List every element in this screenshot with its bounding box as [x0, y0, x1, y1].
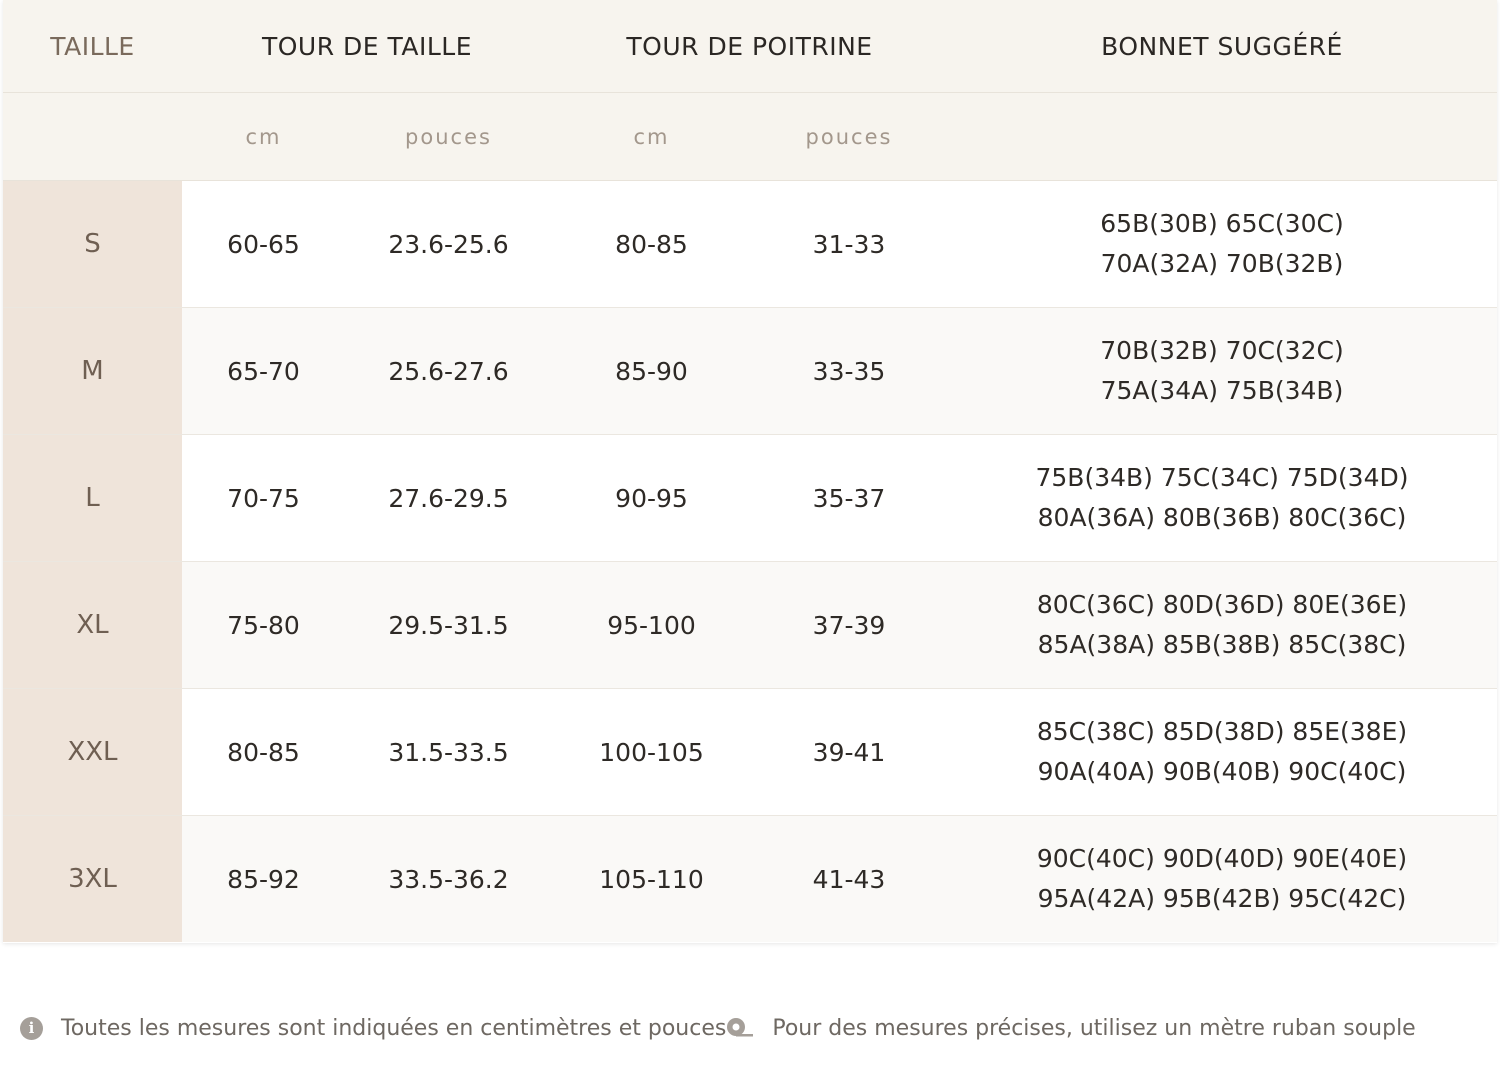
waist-in-cell — [345, 562, 552, 688]
header-cell-bust — [552, 0, 947, 92]
cup-cell — [947, 181, 1497, 307]
units-note: Toutes les mesures sont indiquées en centimètres et pouces — [61, 1015, 727, 1041]
table-row — [3, 308, 1497, 435]
header-cell-waist — [182, 0, 552, 92]
bust-cm-value: 85-90 — [615, 356, 688, 386]
unit-cell-waist-cm — [182, 93, 345, 180]
waist-in-value: 23.6-25.6 — [388, 229, 509, 259]
cup-cell — [947, 308, 1497, 434]
cup-values — [1037, 712, 1407, 792]
size-label: S — [84, 229, 101, 259]
bust-cm-cell — [552, 816, 751, 942]
waist-in-cell — [345, 435, 552, 561]
waist-in-value: 25.6-27.6 — [388, 356, 509, 386]
bust-in-cell — [751, 435, 947, 561]
unit-cell-bust-cm — [552, 93, 751, 180]
cup-line: 75A(34A) 75B(34B) — [1100, 376, 1344, 405]
size-chart-table — [3, 0, 1497, 943]
bust-in-cell — [751, 689, 947, 815]
measuring-tape-icon — [726, 1017, 754, 1039]
unit-label: pouces — [805, 124, 893, 149]
header-cell-cup — [947, 0, 1497, 92]
bust-cm-cell — [552, 562, 751, 688]
table-row — [3, 435, 1497, 562]
table-row — [3, 816, 1497, 942]
size-label: L — [85, 483, 100, 513]
waist-cm-value: 85-92 — [227, 864, 300, 894]
waist-in-cell — [345, 308, 552, 434]
table-unit-row — [3, 93, 1497, 181]
bust-in-value: 31-33 — [812, 229, 886, 259]
size-cell — [3, 562, 182, 688]
size-label: 3XL — [68, 864, 117, 894]
size-label: XXL — [67, 737, 118, 767]
cup-values — [1100, 331, 1343, 411]
waist-in-value: 33.5-36.2 — [388, 864, 509, 894]
cup-line: 80C(36C) 80D(36D) 80E(36E) — [1036, 590, 1408, 619]
unit-cell-waist-in — [345, 93, 552, 180]
cup-values — [1037, 585, 1407, 665]
waist-in-cell — [345, 816, 552, 942]
waist-in-cell — [345, 181, 552, 307]
tape-note: Pour des mesures précises, utilisez un mètre ruban souple — [772, 1015, 1416, 1041]
waist-cm-value: 60-65 — [227, 229, 300, 259]
unit-label: cm — [633, 124, 670, 149]
waist-cm-value: 75-80 — [227, 610, 300, 640]
waist-in-value: 29.5-31.5 — [388, 610, 509, 640]
bust-in-cell — [751, 181, 947, 307]
bust-in-cell — [751, 562, 947, 688]
size-label: XL — [76, 610, 109, 640]
cup-line: 80A(36A) 80B(36B) 80C(36C) — [1037, 503, 1407, 532]
unit-label: pouces — [405, 124, 492, 149]
waist-cm-cell — [182, 689, 345, 815]
waist-cm-value: 70-75 — [227, 483, 300, 513]
bust-cm-value: 90-95 — [615, 483, 688, 513]
footer-notes — [20, 1008, 1416, 1048]
cup-cell — [947, 816, 1497, 942]
unit-cell-bust-in — [751, 93, 947, 180]
waist-cm-value: 80-85 — [227, 737, 300, 767]
header-waist-label: TOUR DE TAILLE — [261, 31, 472, 61]
bust-cm-value: 80-85 — [615, 229, 688, 259]
bust-cm-cell — [552, 435, 751, 561]
bust-in-cell — [751, 816, 947, 942]
waist-cm-cell — [182, 816, 345, 942]
table-row — [3, 562, 1497, 689]
size-cell — [3, 435, 182, 561]
header-cup-label: BONNET SUGGÉRÉ — [1101, 31, 1343, 61]
cup-line: 65B(30B) 65C(30C) — [1100, 209, 1344, 238]
waist-cm-cell — [182, 308, 345, 434]
waist-cm-cell — [182, 562, 345, 688]
waist-in-value: 27.6-29.5 — [388, 483, 509, 513]
header-bust-label: TOUR DE POITRINE — [626, 31, 873, 61]
cup-cell — [947, 689, 1497, 815]
size-label: M — [81, 356, 104, 386]
bust-in-cell — [751, 308, 947, 434]
cup-line: 90A(40A) 90B(40B) 90C(40C) — [1037, 757, 1407, 786]
cup-line: 75B(34B) 75C(34C) 75D(34D) — [1035, 463, 1409, 492]
table-row — [3, 181, 1497, 308]
bust-cm-value: 105-110 — [599, 864, 704, 894]
bust-in-value: 39-41 — [812, 737, 886, 767]
table-header-row — [3, 0, 1497, 93]
cup-values — [1036, 458, 1409, 538]
table-row — [3, 689, 1497, 816]
bust-cm-cell — [552, 308, 751, 434]
bust-in-value: 33-35 — [812, 356, 886, 386]
bust-in-value: 37-39 — [812, 610, 886, 640]
size-cell — [3, 816, 182, 942]
cup-values — [1037, 839, 1407, 919]
bust-cm-cell — [552, 181, 751, 307]
cup-line: 70B(32B) 70C(32C) — [1100, 336, 1344, 365]
header-cell-size — [3, 0, 182, 92]
bust-cm-cell — [552, 689, 751, 815]
cup-line: 85A(38A) 85B(38B) 85C(38C) — [1037, 630, 1407, 659]
waist-cm-cell — [182, 181, 345, 307]
bust-cm-value: 100-105 — [599, 737, 704, 767]
waist-cm-cell — [182, 435, 345, 561]
unit-label: cm — [245, 124, 282, 149]
info-icon: i — [20, 1017, 43, 1040]
cup-cell — [947, 562, 1497, 688]
cup-values — [1100, 204, 1343, 284]
size-cell — [3, 689, 182, 815]
bust-in-value: 35-37 — [812, 483, 886, 513]
size-cell — [3, 181, 182, 307]
bust-cm-value: 95-100 — [607, 610, 696, 640]
cup-cell — [947, 435, 1497, 561]
waist-in-value: 31.5-33.5 — [388, 737, 509, 767]
header-size-label: TAILLE — [50, 31, 135, 61]
cup-line: 95A(42A) 95B(42B) 95C(42C) — [1037, 884, 1407, 913]
bust-in-value: 41-43 — [812, 864, 886, 894]
waist-in-cell — [345, 689, 552, 815]
waist-cm-value: 65-70 — [227, 356, 300, 386]
size-cell — [3, 308, 182, 434]
cup-line: 90C(40C) 90D(40D) 90E(40E) — [1036, 844, 1408, 873]
cup-line: 70A(32A) 70B(32B) — [1100, 249, 1344, 278]
cup-line: 85C(38C) 85D(38D) 85E(38E) — [1036, 717, 1408, 746]
